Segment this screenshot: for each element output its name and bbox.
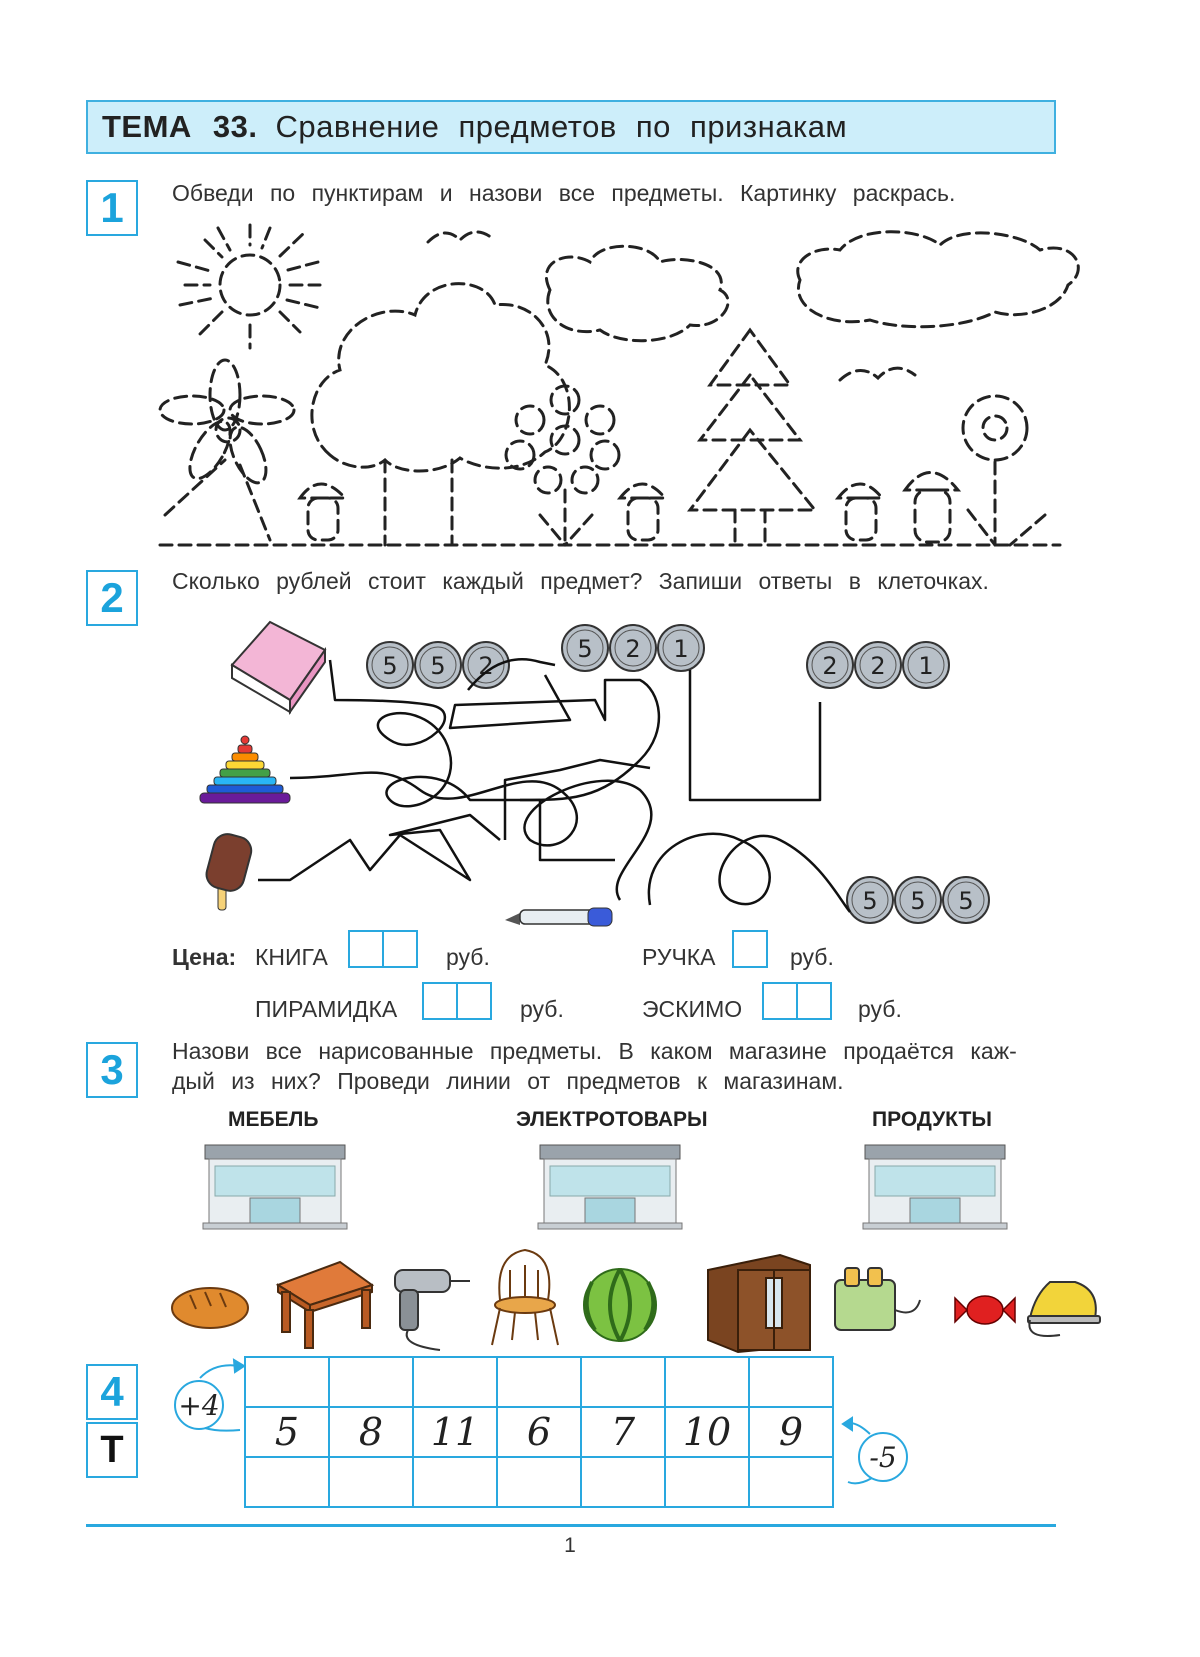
grid-cell-value: 11: [413, 1407, 497, 1457]
coin-value: 2: [478, 652, 494, 680]
coin-value: 1: [673, 635, 689, 663]
plus-operation-label: +4: [174, 1380, 224, 1430]
coin-value: 2: [625, 635, 641, 663]
footer-divider: [86, 1524, 1056, 1527]
grid-cell-value: 9: [749, 1407, 833, 1457]
coin-value: 5: [430, 652, 446, 680]
shop-label-electronics: ЭЛЕКТРОТОВАРЫ: [516, 1108, 708, 1131]
coin-value: 5: [577, 635, 593, 663]
grid-cell-value: 7: [581, 1407, 665, 1457]
topic-number: ТЕМА 33.: [102, 109, 258, 144]
coin-value: 2: [870, 652, 886, 680]
task-3-number: 3: [86, 1042, 138, 1098]
price-unit: руб.: [520, 996, 564, 1022]
topic-title: Сравнение предметов по признакам: [275, 109, 848, 144]
task-3-text-line1: Назови все нарисованные предметы. В каком магазине продаётся каж-: [172, 1038, 1017, 1064]
task-4-number: 4: [86, 1364, 138, 1420]
task-4-letter: Т: [86, 1422, 138, 1478]
coin-value: 1: [918, 652, 934, 680]
price-unit: руб.: [790, 944, 834, 970]
task-2-number: 2: [86, 570, 138, 626]
minus-operation-label: -5: [858, 1432, 908, 1482]
grid-cell-value: 5: [245, 1407, 329, 1457]
coin-value: 5: [862, 887, 878, 915]
coin-value: 5: [958, 887, 974, 915]
coin-value: 5: [910, 887, 926, 915]
shop-label-groceries: ПРОДУКТЫ: [872, 1108, 992, 1131]
grid-cell-value: 8: [329, 1407, 413, 1457]
task-1-number: 1: [86, 180, 138, 236]
price-item-name: ЭСКИМО: [642, 996, 743, 1022]
price-label-text: Цена:: [172, 944, 237, 970]
task-1-text: Обведи по пунктирам и назови все предметы. Картинку раскрась.: [172, 180, 956, 206]
coin-value: 2: [822, 652, 838, 680]
price-item-name: КНИГА: [255, 944, 328, 970]
grid-cell-value: 6: [497, 1407, 581, 1457]
grid-cell-value: 10: [665, 1407, 749, 1457]
task-3-text-line2: дый из них? Проведи линии от предметов к магазинам.: [172, 1068, 844, 1094]
price-item-name: РУЧКА: [642, 944, 716, 970]
task-2-text: Сколько рублей стоит каждый предмет? Запиши ответы в клеточках.: [172, 568, 989, 594]
shop-label-furniture: МЕБЕЛЬ: [228, 1108, 319, 1131]
price-unit: руб.: [858, 996, 902, 1022]
price-item-name: ПИРАМИДКА: [255, 996, 398, 1022]
page-number: 1: [564, 1534, 576, 1557]
coin-value: 5: [382, 652, 398, 680]
price-unit: руб.: [446, 944, 490, 970]
